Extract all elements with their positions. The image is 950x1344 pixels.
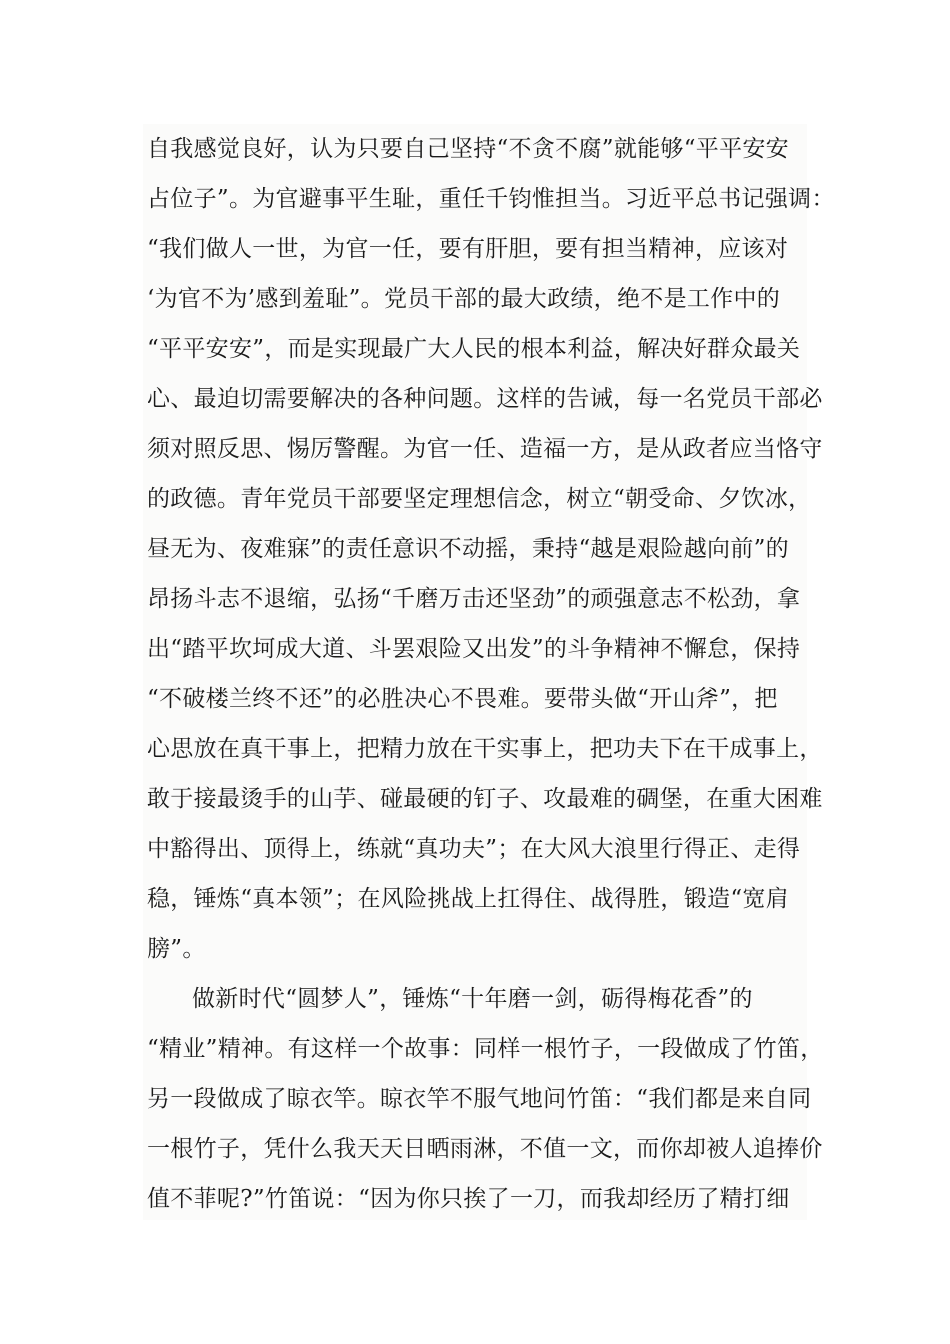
text-line: 须对照反思、惕厉警醒。为官一任、造福一方，是从政者应当恪守 — [147, 436, 823, 462]
text-line: 敢于接最烫手的山芋、碰最硬的钉子、攻最难的碉堡，在重大困难 — [147, 786, 823, 812]
text-line: 心思放在真干事上，把精力放在干实事上，把功夫下在干成事上， — [147, 736, 823, 762]
text-line: “精业”精神。有这样一个故事：同样一根竹子，一段做成了竹笛， — [147, 1036, 824, 1062]
text-line: 稳，锤炼“真本领”；在风险挑战上扛得住、战得胜，锻造“宽肩 — [147, 886, 789, 912]
text-line: 值不菲呢?”竹笛说：“因为你只挨了一刀，而我却经历了精打细 — [147, 1186, 790, 1212]
text-line: 昼无为、夜难寐”的责任意识不动摇，秉持“越是艰险越向前”的 — [147, 536, 789, 562]
text-line: 自我感觉良好，认为只要自己坚持“不贪不腐”就能够“平平安安 — [147, 136, 789, 162]
text-block — [143, 124, 835, 1220]
text-line: “我们做人一世，为官一任，要有肝胆，要有担当精神，应该对 — [147, 236, 789, 262]
text-line: 一根竹子，凭什么我天天日晒雨淋，不值一文，而你却被人追捧价 — [147, 1136, 823, 1162]
text-line: ‘为官不为’感到羞耻”。党员干部的最大政绩，绝不是工作中的 — [147, 286, 781, 312]
text-line: 中豁得出、顶得上，练就“真功夫”；在大风大浪里行得正、走得 — [147, 836, 801, 862]
text-line: “平平安安”，而是实现最广大人民的根本利益，解决好群众最关 — [147, 336, 801, 362]
text-line: 出“踏平坎坷成大道、斗罢艰险又出发”的斗争精神不懈怠，保持 — [147, 636, 801, 662]
text-line: 膀”。 — [147, 936, 206, 962]
text-line: 的政德。青年党员干部要坚定理想信念，树立“朝受命、夕饮冰， — [147, 486, 812, 512]
text-line: “不破楼兰终不还”的必胜决心不畏难。要带头做“开山斧”，把 — [147, 686, 778, 712]
text-line: 心、最迫切需要解决的各种问题。这样的告诫，每一名党员干部必 — [147, 386, 823, 412]
paragraph-first-line: 做新时代“圆梦人”，锤炼“十年磨一剑，砺得梅花香”的 — [192, 986, 753, 1012]
text-line: 另一段做成了晾衣竿。晾衣竿不服气地问竹笛：“我们都是来自同 — [147, 1086, 812, 1112]
text-line: 占位子”。为官避事平生耻，重任千钧惟担当。习近平总书记强调： — [147, 186, 835, 212]
text-line: 昂扬斗志不退缩，弘扬“千磨万击还坚劲”的顽强意志不松劲，拿 — [147, 586, 801, 612]
